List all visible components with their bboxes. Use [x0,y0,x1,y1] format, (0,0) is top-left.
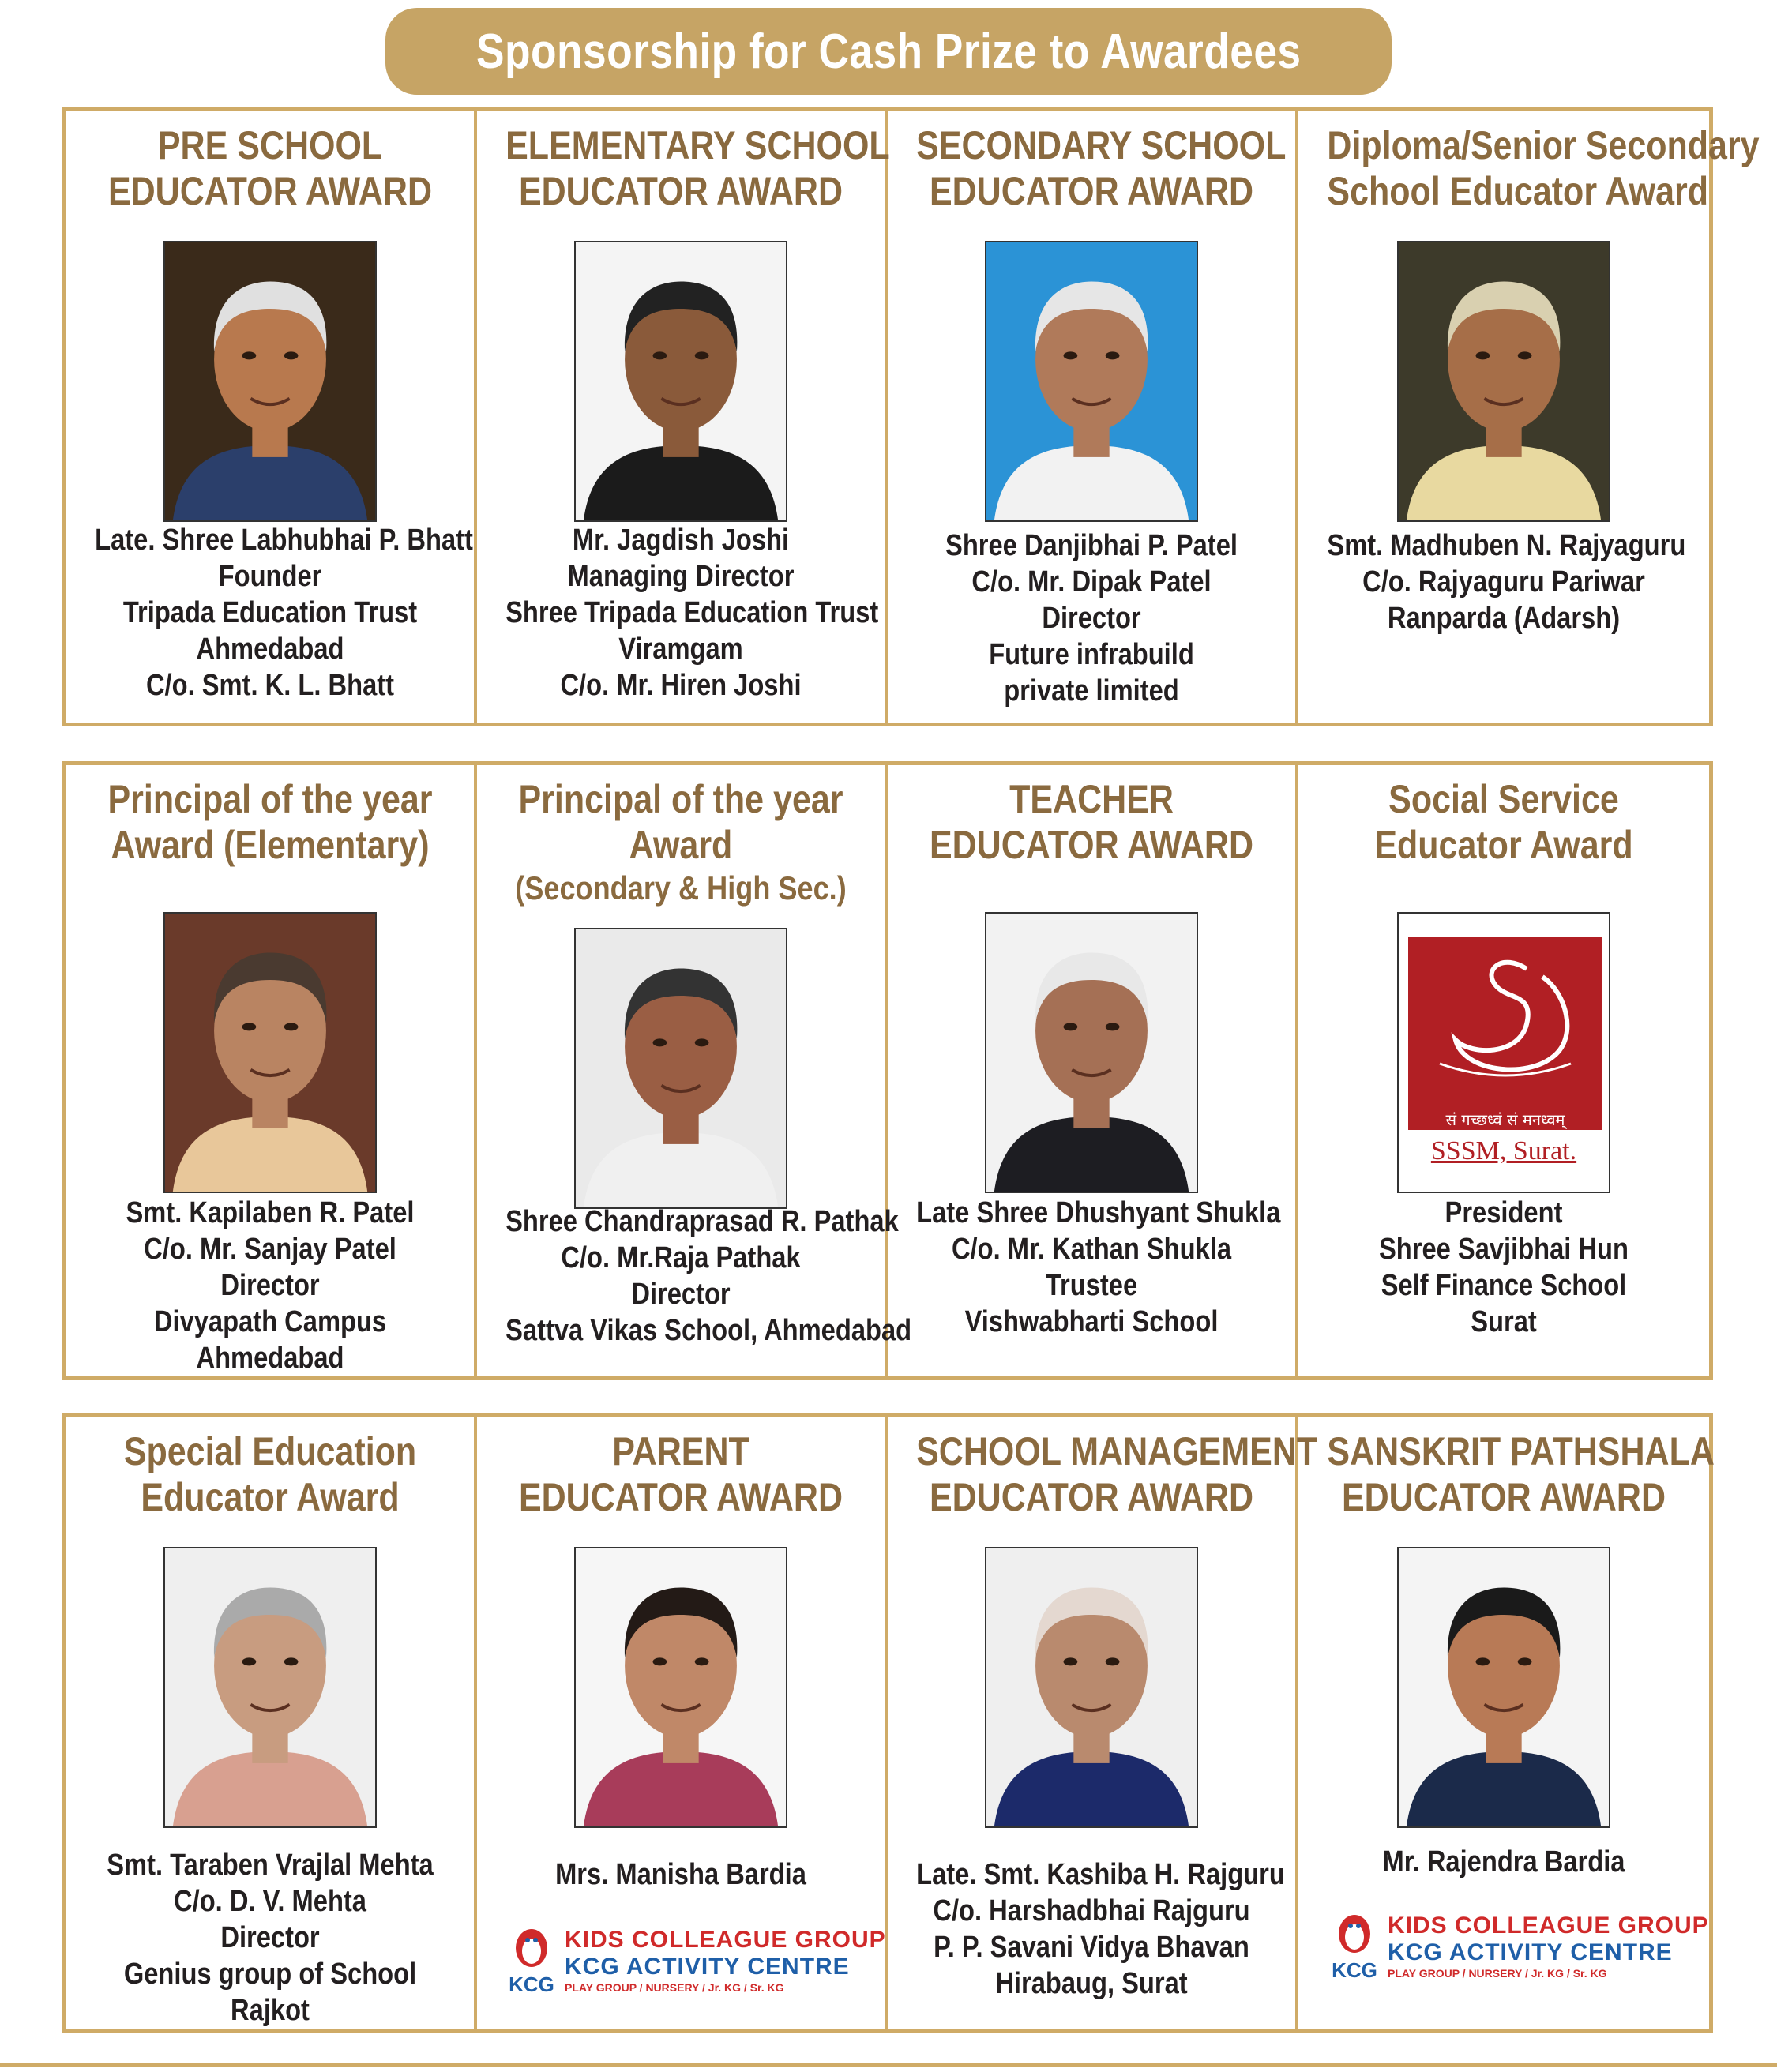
sponsor-caption [916,1195,1281,1340]
award-card [888,765,1298,1376]
award-title [505,776,856,909]
caption-line: Smt. Taraben Vrajlal Mehta [107,1849,434,1882]
award-title [95,122,445,214]
kcg-line3: PLAY GROUP / NURSERY / Jr. KG / Sr. KG [565,1981,784,1994]
award-card [1298,1417,1715,2029]
award-title [95,776,445,868]
award-title-line: SCHOOL MANAGEMENT [916,1429,1318,1473]
caption-line: Director [220,1269,320,1302]
kcg-text [560,1927,886,1995]
caption-line: Ahmedabad [196,632,344,666]
sponsor-caption [1327,527,1686,636]
caption-line: Vishwabharti School [964,1305,1219,1338]
caption-line: C/o. Mr.Raja Pathak [561,1241,801,1274]
caption-line: Genius group of School [123,1958,417,1991]
caption-line: C/o. Rajyaguru Pariwar [1362,565,1645,599]
caption-line: Founder [218,560,322,593]
caption-line: Trustee [1045,1269,1138,1302]
award-title [1327,122,1760,214]
award-title-line: PRE SCHOOL [157,123,383,167]
penguin-icon [1326,1910,1383,1983]
caption-line: Mr. Rajendra Bardia [1382,1845,1625,1879]
sponsor-caption [916,527,1267,709]
bottom-divider [0,2063,1777,2067]
awardee-photo [163,1547,377,1828]
award-title-line: EDUCATOR AWARD [107,169,433,213]
award-title-line: Award (Elementary) [111,823,430,867]
award-title [505,1428,856,1520]
sponsor-caption [916,1856,1285,2002]
caption-line: P. P. Savani Vidya Bhavan [934,1931,1249,1964]
award-title-line: EDUCATOR AWARD [929,823,1254,867]
award-title-line: Special Education [123,1429,417,1473]
award-title-line: EDUCATOR AWARD [929,1475,1254,1519]
awardee-photo [985,241,1198,522]
kcg-line2: KCG ACTIVITY CENTRE [1388,1939,1673,1965]
caption-line: President [1445,1196,1563,1229]
kcg-mark-text: KCG [1332,1958,1377,1982]
award-card [477,1417,888,2029]
sponsor-caption [95,522,473,704]
penguin-icon [503,1924,560,1997]
awardee-photo [1397,1547,1610,1828]
caption-line: Late Shree Dhushyant Shukla [916,1196,1281,1229]
caption-line: Late. Smt. Kashiba H. Rajguru [916,1858,1285,1891]
caption-line: C/o. Mr. Kathan Shukla [951,1233,1232,1266]
sponsor-caption [1327,1844,1680,1880]
kcg-line1: KIDS COLLEAGUE GROUP [1388,1912,1709,1939]
award-title-line: Principal of the year [107,777,433,821]
award-title-line: ELEMENTARY SCHOOL [505,123,890,167]
award-card [477,111,888,723]
kcg-text [1383,1912,1709,1980]
sponsor-caption [505,522,879,704]
swan-icon [1408,937,1602,1130]
award-title-line: School Educator Award [1327,169,1709,213]
award-card [888,111,1298,723]
logo-name: SSSM, Surat. [1430,1136,1577,1166]
kcg-line3: PLAY GROUP / NURSERY / Jr. KG / Sr. KG [1388,1967,1607,1980]
caption-line: private limited [1004,674,1179,708]
kcg-logo [1326,1910,1709,1983]
caption-line: Sattva Vikas School, Ahmedabad [505,1314,912,1347]
caption-line: Divyapath Campus [153,1305,387,1338]
caption-line: Hirabaug, Surat [995,1967,1188,2000]
award-title-line: Educator Award [1374,823,1633,867]
caption-line: Mr. Jagdish Joshi [572,524,790,557]
caption-line: Smt. Kapilaben R. Patel [126,1196,415,1229]
caption-line: Shree Chandraprasad R. Pathak [505,1205,899,1238]
award-row [62,1413,1713,2033]
sponsor-caption [95,1195,445,1376]
caption-line: Rajkot [231,1994,310,2027]
awardee-photo [574,928,787,1209]
awardee-photo [985,1547,1198,1828]
caption-line: Future infrabuild [989,638,1194,671]
award-subtitle: (Secondary & High Sec.) [515,869,847,906]
awardee-photo [574,241,787,522]
award-card [1298,111,1760,723]
award-card [66,765,477,1376]
award-card [477,765,912,1376]
awardee-photo [985,912,1198,1193]
awardee-photo [574,1547,787,1828]
award-title [1327,1428,1715,1520]
page-title: Sponsorship for Cash Prize to Awardees [475,24,1302,79]
caption-line: Director [220,1921,320,1954]
award-title [1327,776,1680,868]
award-title [95,1428,445,1520]
award-title-line: EDUCATOR AWARD [1341,1475,1666,1519]
awardee-photo [1397,241,1610,522]
award-card [66,1417,477,2029]
award-title-line: Diploma/Senior Secondary [1327,123,1760,167]
kcg-logo [503,1924,886,1997]
caption-line: Mrs. Manisha Bardia [555,1858,806,1891]
caption-line: Director [631,1278,731,1311]
award-title-line: PARENT [612,1429,749,1473]
award-title-line: Award [629,823,733,867]
sponsor-caption [1327,1195,1680,1340]
caption-line: C/o. Smt. K. L. Bhatt [145,669,395,702]
awardee-photo [163,241,377,522]
award-title [916,776,1267,868]
awardee-photo [163,912,377,1193]
caption-line: Viramgam [618,632,743,666]
award-row [62,107,1760,726]
logo-motto: सं गच्छध्वं सं मनध्वम् [1408,1109,1602,1130]
award-title-line: TEACHER [1009,777,1174,821]
caption-line: Shree Tripada Education Trust [505,596,879,629]
kcg-line1: KIDS COLLEAGUE GROUP [565,1927,886,1953]
caption-line: C/o. Harshadbhai Rajguru [933,1894,1250,1927]
award-title-line: EDUCATOR AWARD [518,169,843,213]
caption-line: Surat [1471,1305,1537,1338]
award-title-line: EDUCATOR AWARD [929,169,1254,213]
award-title [916,1428,1318,1520]
caption-line: Managing Director [567,560,795,593]
award-card [66,111,477,723]
sponsor-caption [505,1203,912,1349]
award-title [505,122,890,214]
caption-line: Self Finance School [1381,1269,1627,1302]
caption-line: Shree Savjibhai Hun [1378,1233,1629,1266]
award-card [888,1417,1318,2029]
award-title-line: Principal of the year [518,777,843,821]
award-title-line: Educator Award [141,1475,400,1519]
kcg-line2: KCG ACTIVITY CENTRE [565,1954,850,1980]
caption-line: Tripada Education Trust [122,596,418,629]
award-row [62,761,1713,1380]
award-title-line: SECONDARY SCHOOL [916,123,1287,167]
caption-line: Director [1042,602,1141,635]
caption-line: Ranparda (Adarsh) [1387,602,1621,635]
caption-line: Late. Shree Labhubhai P. Bhatt [95,524,473,557]
award-title-line: SANSKRIT PATHSHALA [1327,1429,1715,1473]
caption-line: C/o. Mr. Dipak Patel [971,565,1212,599]
sponsor-caption [505,1856,856,1893]
sponsor-caption [95,1847,445,2029]
award-title-line: EDUCATOR AWARD [518,1475,843,1519]
caption-line: C/o. Mr. Hiren Joshi [560,669,802,702]
award-card [1298,765,1709,1376]
award-title [916,122,1287,214]
title-banner [385,8,1392,95]
sssm-logo [1397,912,1610,1193]
kcg-mark-text: KCG [509,1973,554,1996]
caption-line: Ahmedabad [196,1342,344,1375]
award-title-line: Social Service [1388,777,1619,821]
caption-line: C/o. D. V. Mehta [174,1885,366,1918]
caption-line: Smt. Madhuben N. Rajyaguru [1327,529,1686,562]
caption-line: Shree Danjibhai P. Patel [945,529,1238,562]
caption-line: C/o. Mr. Sanjay Patel [144,1233,396,1266]
